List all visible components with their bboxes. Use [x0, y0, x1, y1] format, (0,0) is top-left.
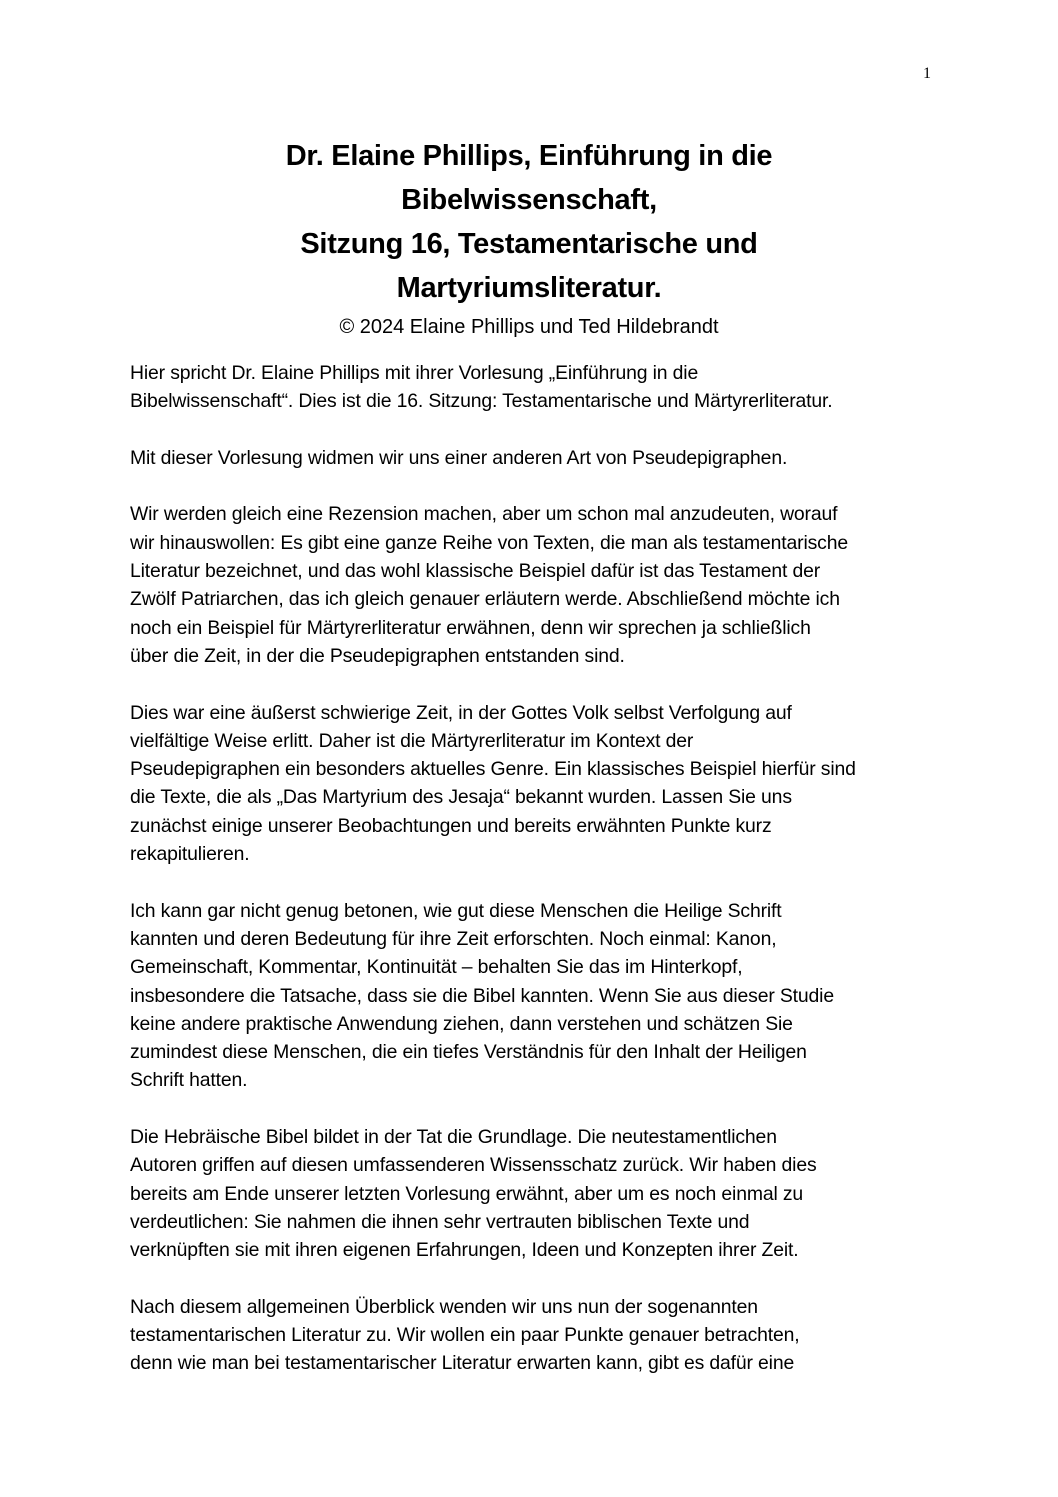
title-line: Bibelwissenschaft, [401, 184, 657, 216]
text-line: testamentarischen Literatur zu. Wir wollen ein paar Punkte genauer betrachten, [130, 1324, 800, 1347]
text-line: Gemeinschaft, Kommentar, Kontinuität – behalten Sie das im Hinterkopf, [130, 956, 743, 979]
paragraph [130, 500, 928, 670]
text-line: über die Zeit, in der die Pseudepigraphen entstanden sind. [130, 644, 625, 667]
text-line: Dies war eine äußerst schwierige Zeit, in der Gottes Volk selbst Verfolgung auf [130, 701, 792, 724]
title-line: Dr. Elaine Phillips, Einführung in die [285, 140, 773, 172]
paragraph [130, 1123, 928, 1264]
text-line: insbesondere die Tatsache, dass sie die Bibel kannten. Wenn Sie aus dieser Studie [130, 984, 834, 1007]
text-line: Wir werden gleich eine Rezension machen, aber um schon mal anzudeuten, worauf [130, 503, 838, 526]
text-line: rekapitulieren. [130, 843, 250, 866]
paragraph [130, 897, 928, 1095]
text-line: Schrift hatten. [130, 1069, 248, 1092]
text-line: Autoren griffen auf diesen umfassenderen Wissensschatz zurück. Wir haben dies [130, 1154, 817, 1177]
text-line: wir hinauswollen: Es gibt eine ganze Reihe von Texten, die man als testamentarische [130, 531, 848, 554]
paragraph [130, 1293, 928, 1378]
title-line: Martyriumsliteratur. [396, 272, 662, 304]
text-line: zunächst einige unserer Beobachtungen und bereits erwähnten Punkte kurz [130, 814, 772, 837]
text-line: Bibelwissenschaft“. Dies ist die 16. Sitzung: Testamentarische und Märtyrerliteratur. [130, 390, 833, 413]
text-line: Mit dieser Vorlesung widmen wir uns einer anderen Art von Pseudepigraphen. [130, 446, 788, 469]
text-line: Zwölf Patriarchen, das ich gleich genauer erläutern werde. Abschließend möchte ich [130, 588, 840, 611]
text-line: keine andere praktische Anwendung ziehen, dann verstehen und schätzen Sie [130, 1012, 793, 1035]
paragraph [130, 444, 928, 472]
text-line: zumindest diese Menschen, die ein tiefes Verständnis für den Inhalt der Heiligen [130, 1041, 807, 1064]
text-line: noch ein Beispiel für Märtyrerliteratur erwähnen, denn wir sprechen ja schließlich [130, 616, 811, 639]
body-text [130, 359, 928, 1406]
text-line: Literatur bezeichnet, und das wohl klassische Beispiel dafür ist das Testament der [130, 560, 821, 583]
text-line: Nach diesem allgemeinen Überblick wenden wir uns nun der sogenannten [130, 1295, 758, 1318]
title-block [130, 134, 928, 342]
text-line: Pseudepigraphen ein besonders aktuelles Genre. Ein klassisches Beispiel hierfür sind [130, 758, 856, 781]
text-line: Hier spricht Dr. Elaine Phillips mit ihrer Vorlesung „Einführung in die [130, 362, 699, 384]
text-line: vielfältige Weise erlitt. Daher ist die Märtyrerliteratur im Kontext der [130, 729, 694, 752]
text-line: Ich kann gar nicht genug betonen, wie gut diese Menschen die Heilige Schrift [130, 899, 782, 922]
text-line: verknüpften sie mit ihren eigenen Erfahrungen, Ideen und Konzepten ihrer Zeit. [130, 1239, 799, 1262]
page-number: 1 [923, 65, 931, 82]
text-line: verdeutlichen: Sie nahmen die ihnen sehr vertrauten biblischen Texte und [130, 1210, 750, 1233]
text-line: kannten und deren Bedeutung für ihre Zeit erforschten. Noch einmal: Kanon, [130, 927, 777, 950]
paragraph-intro [130, 359, 928, 416]
title-line: Sitzung 16, Testamentarische und [300, 228, 758, 260]
paragraph [130, 699, 928, 869]
copyright-notice: © 2024 Elaine Phillips und Ted Hildebrandt [339, 316, 719, 338]
text-line: Die Hebräische Bibel bildet in der Tat die Grundlage. Die neutestamentlichen [130, 1126, 777, 1149]
text-line: bereits am Ende unserer letzten Vorlesung erwähnt, aber um es noch einmal zu [130, 1182, 804, 1205]
text-line: denn wie man bei testamentarischer Literatur erwarten kann, gibt es dafür eine [130, 1352, 795, 1375]
text-line: die Texte, die als „Das Martyrium des Jesaja“ bekannt wurden. Lassen Sie uns [130, 786, 792, 809]
